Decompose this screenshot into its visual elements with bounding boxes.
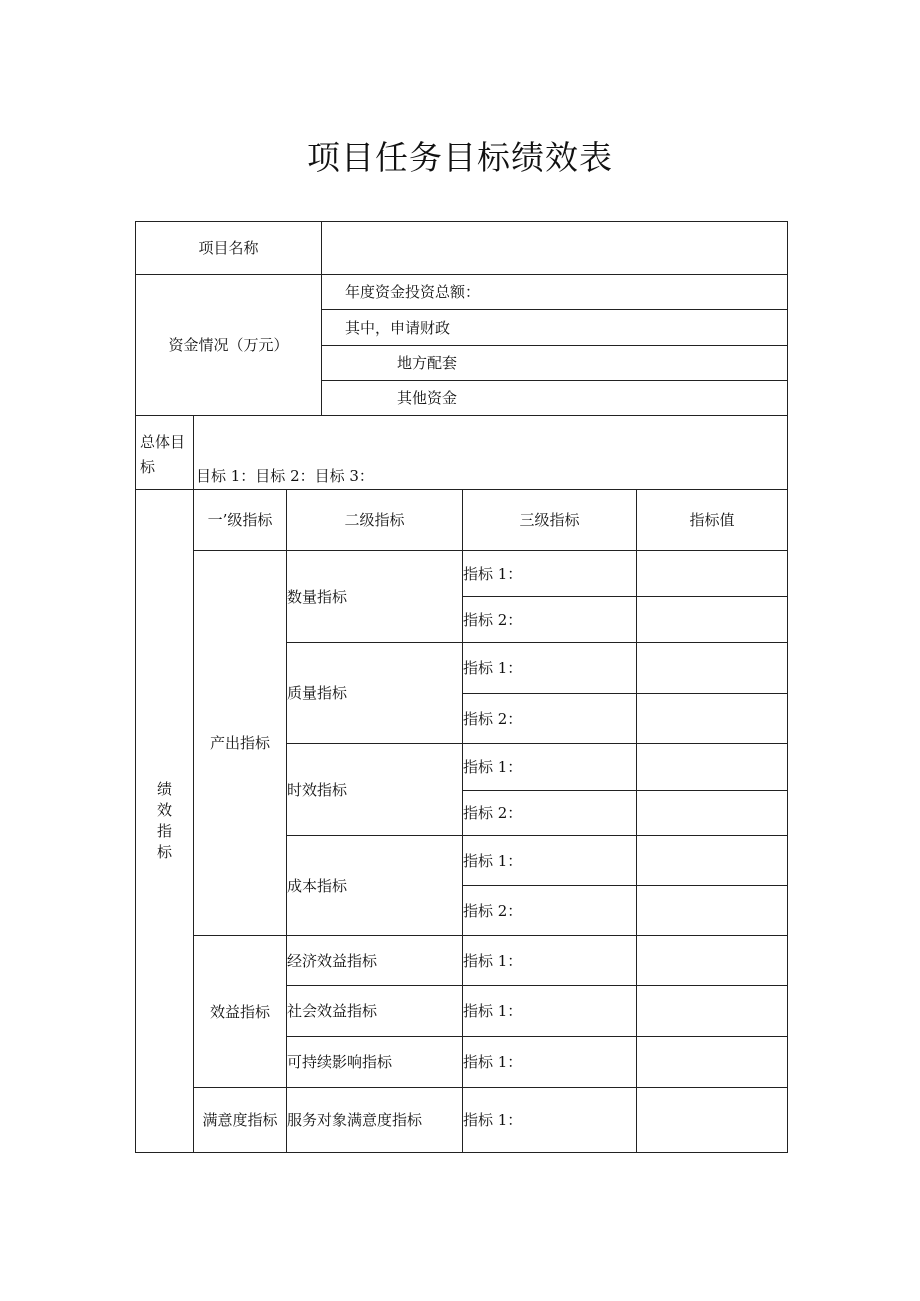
- funding-fiscal: 其中，申请财政: [345, 318, 451, 337]
- level3-item: 指标 1：: [463, 851, 523, 870]
- level2-economic: 经济效益指标: [287, 951, 378, 970]
- level2-sustainable: 可持续影响指标: [287, 1053, 393, 1071]
- value-cell[interactable]: [637, 986, 787, 1036]
- level3-item: 指标 1：: [463, 1053, 523, 1071]
- level3-item: 指标 1：: [463, 659, 523, 677]
- level1-satisfaction: 满意度指标: [202, 1111, 278, 1129]
- level1-benefit: 效益指标: [209, 1002, 270, 1021]
- value-cell[interactable]: [637, 694, 787, 743]
- funding-local: 地方配套: [397, 354, 458, 372]
- value-cell[interactable]: [637, 597, 787, 642]
- value-cell[interactable]: [637, 936, 787, 985]
- level2-service-satisfaction: 服务对象满意度指标: [287, 1111, 423, 1129]
- level1-output: 产出指标: [209, 734, 270, 752]
- funding-total: 年度资金投资总额：: [345, 283, 481, 301]
- level3-item: 指标 1：: [463, 758, 523, 776]
- value-cell[interactable]: [637, 643, 787, 693]
- level3-item: 指标 2：: [463, 804, 523, 822]
- level2-social: 社会效益指标: [287, 1002, 378, 1020]
- level3-item: 指标 2：: [463, 901, 523, 920]
- header-level2: 二级指标: [344, 511, 405, 529]
- value-cell[interactable]: [637, 744, 787, 790]
- level3-item: 指标 1：: [463, 951, 523, 970]
- level2-timeliness: 时效指标: [287, 780, 348, 799]
- overall-goal-content: 目标 1：目标 2：目标 3：: [196, 467, 374, 485]
- header-value: 指标值: [689, 511, 735, 529]
- funding-other: 其他资金: [397, 389, 458, 407]
- project-name-value[interactable]: [322, 222, 787, 274]
- level3-item: 指标 1：: [463, 1111, 523, 1129]
- value-cell[interactable]: [637, 551, 787, 596]
- value-cell[interactable]: [637, 791, 787, 835]
- value-cell[interactable]: [637, 886, 787, 935]
- level3-item: 指标 1：: [463, 1002, 523, 1020]
- value-cell[interactable]: [637, 836, 787, 885]
- project-name-label: 项目名称: [198, 239, 259, 257]
- level2-quantity: 数量指标: [287, 587, 348, 606]
- performance-label: 绩效指标: [156, 780, 172, 861]
- funding-label: 资金情况（万元）: [168, 336, 289, 354]
- header-level3: 三级指标: [519, 511, 580, 529]
- value-cell[interactable]: [637, 1037, 787, 1087]
- level2-quality: 质量指标: [287, 684, 348, 702]
- level3-item: 指标 2：: [463, 709, 523, 728]
- level2-cost: 成本指标: [287, 876, 348, 895]
- level3-item: 指标 1：: [463, 564, 523, 583]
- header-level1: 一’级指标: [207, 511, 273, 529]
- page-title: 项目任务目标绩效表: [307, 138, 613, 177]
- value-cell[interactable]: [637, 1088, 787, 1152]
- level3-item: 指标 2：: [463, 610, 523, 629]
- overall-goal-label: 总体目标: [140, 433, 186, 476]
